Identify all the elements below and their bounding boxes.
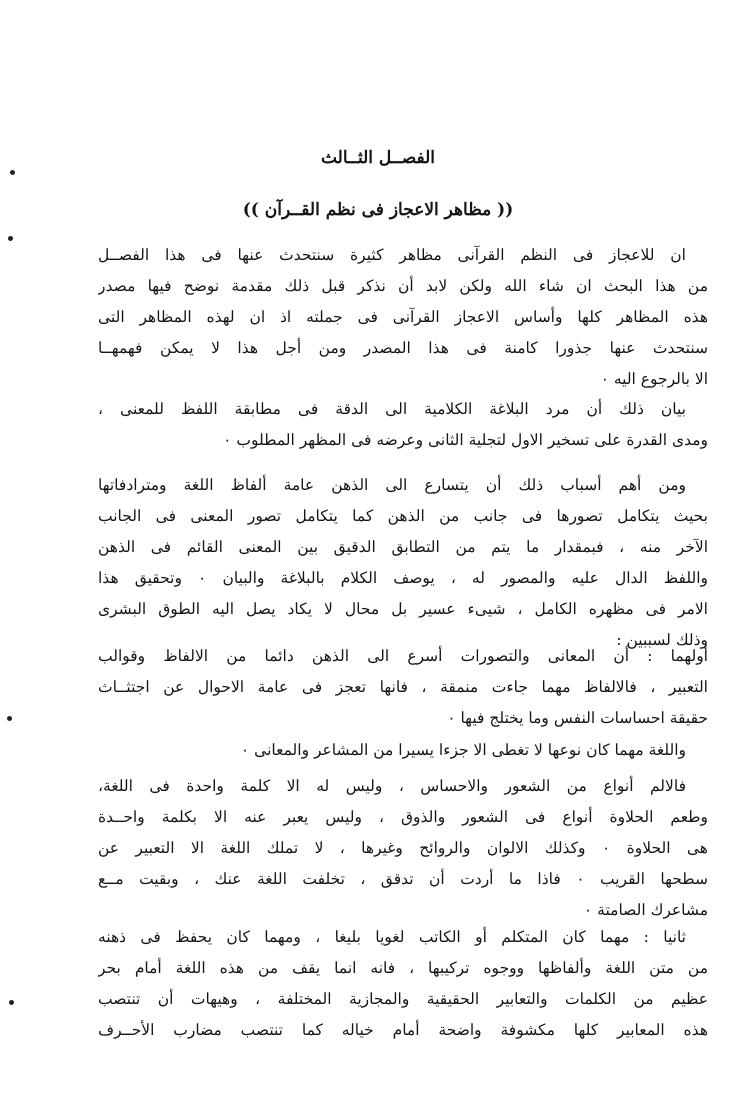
- text-line: بيان ذلك أن مرد البلاغة الكلامية الى الدقة فى مطابقة اللفظ للمعنى ،: [98, 400, 686, 418]
- text-line: ومن أهم أسباب ذلك أن يتسارع الى الذهن عامة ألفاظ اللغة ومترادفاتها: [98, 476, 686, 494]
- text-line: حقيقة احساسات النفس وما يختلج فيها ٠: [447, 709, 708, 727]
- text-line: ومدى القدرة على تسخير الاول لتجلية الثانى وعرضه فى المظهر المطلوب ٠: [223, 431, 708, 449]
- text-line: الآخر منه ، فبمقدار ما يتم من التطابق الدقيق بين المعنى القائم فى الذهن: [98, 538, 708, 556]
- text-line: ثانيا : مهما كان المتكلم أو الكاتب لغويا بليغا ، ومهما كان يحفظ فى ذهنه: [98, 928, 686, 946]
- text-line: سنتحدث عنها جذورا كامنة فى هذا المصدر ومن أجل هذا لا يمكن فهمهــا: [98, 339, 708, 357]
- text-line: فالالم أنواع من الشعور والاحساس ، وليس له الا كلمة واحدة فى اللغة،: [98, 777, 686, 795]
- text-line: ان للاعجاز فى النظم القرآنى مظاهر كثيرة سنتحدث عنها فى هذا الفصــل: [98, 246, 686, 264]
- text-line: من متن اللغة وألفاظها ووجوه تركيبها ، فانه انما يقف من هذه اللغة أمام بحر: [98, 959, 708, 977]
- text-line: مشاعرك الصامتة ٠: [583, 901, 708, 919]
- paragraph-3: [98, 470, 708, 656]
- scan-speck: [8, 236, 13, 241]
- text-line: التعبير ، فالالفاظ مهما جاءت منمقة ، فانها تعجز فى عامة الاحوال عن اجتثــاث: [98, 678, 708, 696]
- text-line: الا بالرجوع اليه ٠: [600, 370, 708, 388]
- text-line: هى الحلاوة ٠ وكذلك الالوان والروائح وغيرها ، لا تملك اللغة الا التعبير عن: [98, 839, 708, 857]
- text-line: سطحها القريب ٠ فاذا ما أردت أن تدقق ، تخلفت اللغة عنك ، وبقيت مــع: [98, 870, 708, 888]
- paragraph-1: [98, 240, 708, 395]
- paragraph-4: [98, 641, 708, 734]
- paragraph-2: [98, 394, 708, 456]
- text-line: وطعم الحلاوة أنواع فى الشعور والذوق ، وليس يعبر عنه الا بكلمة واحــدة: [98, 808, 708, 826]
- paragraph-6: [98, 771, 708, 926]
- text-line: واللغة مهما كان نوعها لا تغطى الا جزءا يسيرا من المشاعر والمعانى ٠: [240, 741, 686, 759]
- chapter-subtitle: (( مظاهر الاعجاز فى نظم القــرآن )): [242, 200, 514, 220]
- text-line: وذلك لسببين :: [616, 631, 708, 649]
- scan-speck: [9, 1000, 14, 1005]
- scan-speck: [7, 716, 12, 721]
- text-line: هذه المظاهر كلها وأساس الاعجاز القرآنى فى جملته اذ ان لهذه المظاهر التى: [98, 308, 708, 326]
- paragraph-7: [98, 922, 708, 1046]
- text-line: عظيم من الكلمات والتعابير الحقيقية والمجازية المختلفة ، وهيهات أن تنتصب: [98, 990, 708, 1008]
- scan-speck: [10, 170, 15, 175]
- text-line: الامر فى مظهره الكامل ، شيىء عسير بل محال لا يكاد يصل اليه الطوق البشرى: [98, 600, 708, 618]
- paragraph-5: [98, 735, 708, 766]
- text-line: هذه المعابير كلها مكشوفة واضحة أمام خياله كما تنتصب مضارب الأحــرف: [98, 1021, 708, 1039]
- chapter-title: الفصــل الثــالث: [320, 148, 436, 168]
- text-line: أولهما : أن المعانى والتصورات أسرع الى الذهن دائما من الالفاظ وقوالب: [98, 647, 708, 665]
- text-line: واللفظ الدال عليه والمصور له ، يوصف الكلام بالبلاغة والبيان ٠ وتحقيق هذا: [98, 569, 708, 587]
- text-line: بحيث يتكامل تصورها فى جانب من الذهن كما يتكامل تصور المعنى فى الجانب: [98, 507, 708, 525]
- text-line: من هذا البحث ان شاء الله ولكن لابد أن نذكر قبل ذلك مقدمة نوضح فيها مصدر: [98, 277, 708, 295]
